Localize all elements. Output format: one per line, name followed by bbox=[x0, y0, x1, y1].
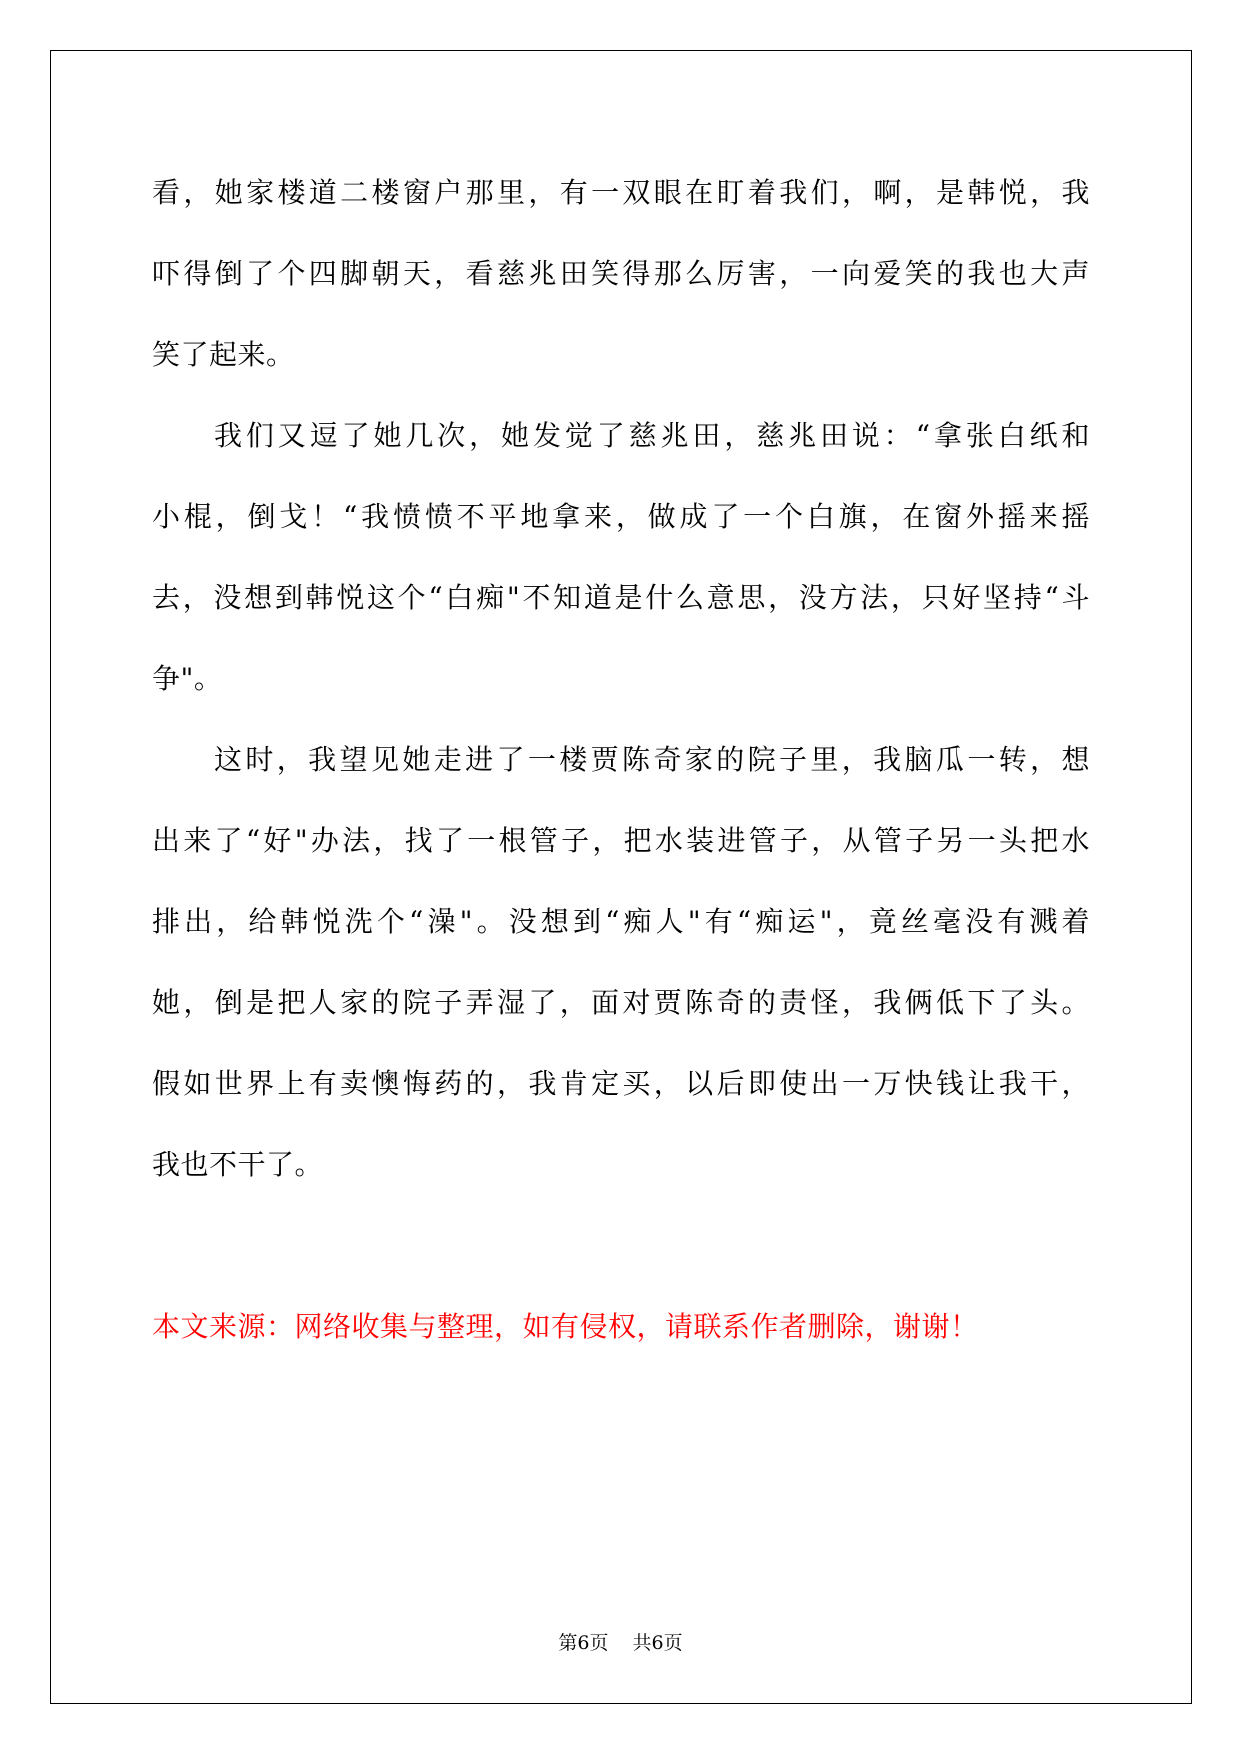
paragraph-1 bbox=[152, 158, 1090, 401]
text-line: 争"。 bbox=[152, 662, 223, 695]
paragraph-2 bbox=[152, 401, 1090, 725]
page-total: 共6页 bbox=[632, 1632, 683, 1654]
text-line: 看，她家楼道二楼窗户那里，有一双眼在盯着我们，啊，是韩悦，我 bbox=[152, 176, 1090, 209]
text-line: 我也不干了。 bbox=[152, 1148, 324, 1181]
paragraph-3 bbox=[152, 725, 1090, 1211]
text-line: 出来了“好"办法，找了一根管子，把水装进管子，从管子另一头把水 bbox=[152, 824, 1090, 857]
text-line: 去，没想到韩悦这个“白痴"不知道是什么意思，没方法，只好坚持“斗 bbox=[152, 581, 1090, 614]
text-line: 她，倒是把人家的院子弄湿了，面对贾陈奇的责怪，我俩低下了头。 bbox=[152, 986, 1090, 1019]
text-line: 我们又逗了她几次，她发觉了慈兆田，慈兆田说：“拿张白纸和 bbox=[214, 419, 1090, 452]
text-line: 小棍，倒戈！“我愤愤不平地拿来，做成了一个白旗，在窗外摇来摇 bbox=[152, 500, 1090, 533]
source-notice: 本文来源：网络收集与整理，如有侵权，请联系作者删除，谢谢！ bbox=[152, 1310, 979, 1343]
text-line: 吓得倒了个四脚朝天，看慈兆田笑得那么厉害，一向爱笑的我也大声 bbox=[152, 257, 1090, 290]
text-line: 假如世界上有卖懊悔药的，我肯定买，以后即使出一万快钱让我干， bbox=[152, 1067, 1090, 1100]
text-line: 排出，给韩悦洗个“澡"。没想到“痴人"有“痴运"，竟丝毫没有溅着 bbox=[152, 905, 1090, 938]
page-footer bbox=[0, 1628, 1241, 1655]
text-line: 这时，我望见她走进了一楼贾陈奇家的院子里，我脑瓜一转，想 bbox=[214, 743, 1090, 776]
document-body bbox=[152, 158, 1090, 1373]
text-line: 笑了起来。 bbox=[152, 338, 295, 371]
spacer bbox=[152, 1211, 1090, 1292]
page-number: 第6页 bbox=[558, 1632, 609, 1654]
